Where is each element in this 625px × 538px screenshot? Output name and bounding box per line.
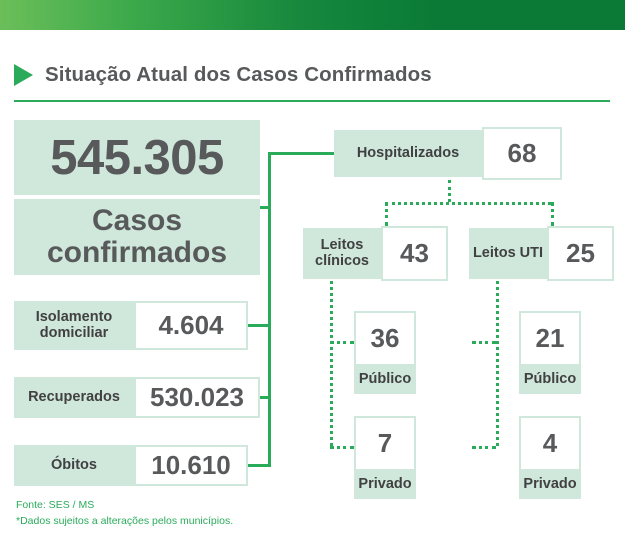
- page-title: Situação Atual dos Casos Confirmados: [45, 63, 432, 86]
- dotted-connector-icu-private: [472, 446, 496, 449]
- total-cases-label-box: [14, 199, 260, 275]
- connector-total: [260, 206, 271, 209]
- clinical-public-value: 36: [354, 311, 416, 366]
- icu-beds-label: Leitos UTI: [469, 228, 547, 279]
- dotted-connector-icu-spine: [496, 281, 499, 446]
- header: [14, 58, 610, 92]
- footer: [16, 498, 233, 530]
- clinical-beds-label: Leitos clínicos: [303, 228, 381, 279]
- total-cases-label: Casos confirmados: [46, 203, 228, 269]
- recovered-value: 530.023: [134, 377, 260, 418]
- recovered-label: Recuperados: [14, 377, 134, 418]
- clinical-private-label: Privado: [354, 471, 416, 499]
- dotted-connector-clinical-down: [385, 202, 388, 226]
- icu-private-label: Privado: [519, 471, 581, 499]
- footer-note: *Dados sujeitos a alterações pelos municípios.: [16, 514, 234, 527]
- dotted-connector-hospitalized-down: [448, 180, 451, 202]
- total-cases-value: 545.305: [50, 130, 224, 185]
- footer-source: Fonte: SES / MS: [16, 499, 95, 511]
- play-triangle-icon: [14, 64, 33, 86]
- icu-public-label: Público: [519, 366, 581, 394]
- clinical-public-label: Público: [354, 366, 416, 394]
- dotted-connector-icu-public: [472, 341, 496, 344]
- deaths-value: 10.610: [134, 445, 248, 486]
- dotted-connector-clinical-public: [330, 341, 354, 344]
- dotted-connector-clinical-spine: [330, 281, 333, 446]
- connector-recovered: [260, 396, 271, 399]
- hospitalized-value: 68: [482, 127, 562, 180]
- clinical-private-value: 7: [354, 416, 416, 471]
- clinical-beds-value: 43: [381, 226, 448, 281]
- icu-public-value: 21: [519, 311, 581, 366]
- top-gradient-bar: [0, 0, 625, 30]
- connector-spine: [268, 152, 271, 466]
- dotted-connector-split: [385, 202, 551, 205]
- total-cases-value-box: [14, 120, 260, 195]
- dotted-connector-icu-down: [551, 202, 554, 226]
- connector-deaths: [248, 464, 271, 467]
- isolation-label: Isolamento domiciliar: [14, 301, 134, 350]
- connector-hospitalized: [268, 152, 334, 155]
- isolation-value: 4.604: [134, 301, 248, 350]
- hospitalized-label: Hospitalizados: [334, 130, 482, 177]
- connector-isolation: [248, 324, 271, 327]
- deaths-label: Óbitos: [14, 445, 134, 486]
- dotted-connector-clinical-private: [330, 446, 354, 449]
- header-divider: [14, 100, 610, 102]
- icu-beds-value: 25: [547, 226, 614, 281]
- icu-private-value: 4: [519, 416, 581, 471]
